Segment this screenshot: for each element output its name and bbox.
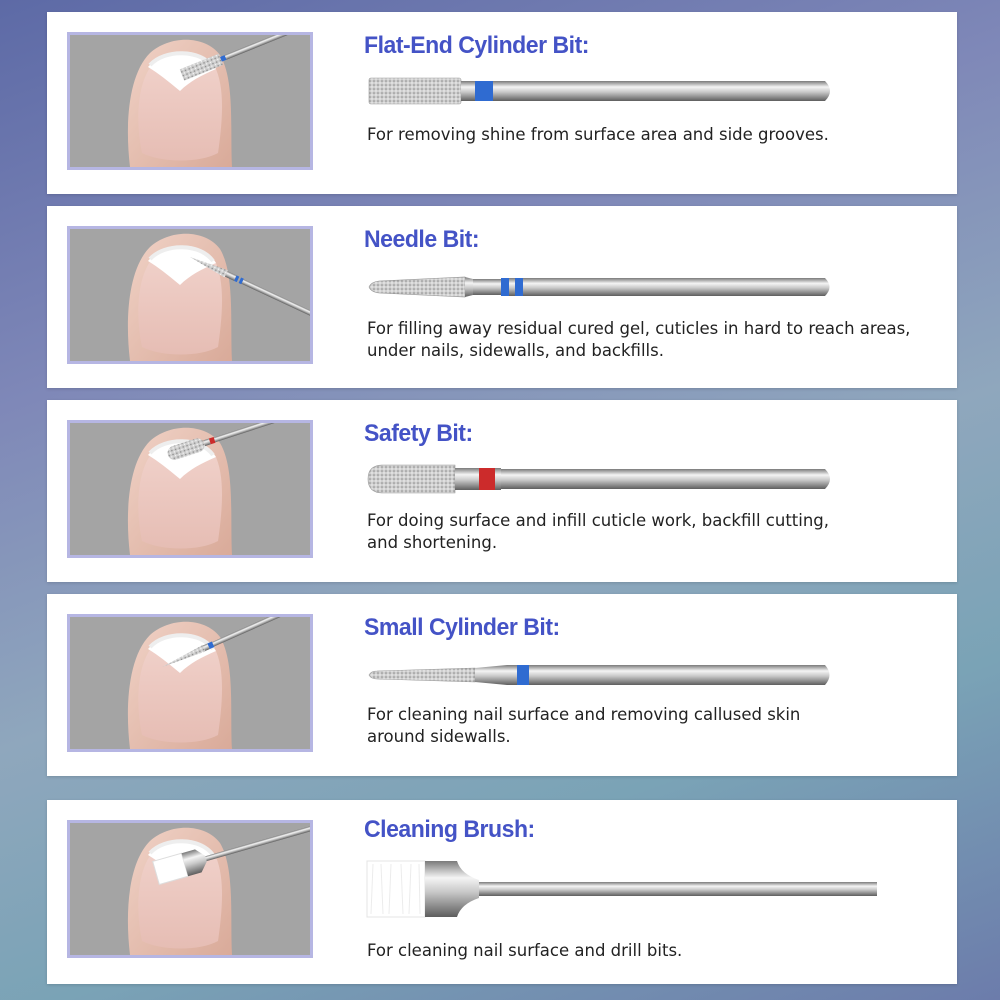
bit-description-line: under nails, sidewalls, and backfills. bbox=[367, 341, 664, 360]
bit-card-safety bbox=[47, 400, 957, 582]
bit-description bbox=[367, 704, 947, 748]
bit-card-flat-end-cylinder bbox=[47, 12, 957, 194]
bit-description bbox=[367, 510, 947, 554]
bit-card-needle bbox=[47, 206, 957, 388]
nail-photo bbox=[67, 614, 313, 752]
safety-bit-image bbox=[365, 462, 845, 496]
bit-title: Flat-End Cylinder Bit: bbox=[364, 32, 589, 59]
bit-description-line: For cleaning nail surface and removing callused skin bbox=[367, 705, 801, 724]
bit-description-line: For doing surface and infill cuticle work, backfill cutting, bbox=[367, 511, 830, 530]
bit-description: For cleaning nail surface and drill bits. bbox=[367, 941, 683, 960]
bit-card-cleaning-brush bbox=[47, 800, 957, 984]
bit-title: Needle Bit: bbox=[364, 226, 480, 253]
small-cylinder-bit-image bbox=[365, 660, 845, 690]
bit-description-line: For filling away residual cured gel, cuticles in hard to reach areas, bbox=[367, 319, 911, 338]
cleaning-brush-image bbox=[365, 858, 895, 920]
bit-description bbox=[367, 318, 947, 362]
bit-title: Cleaning Brush: bbox=[364, 816, 535, 843]
bit-title: Safety Bit: bbox=[364, 420, 473, 447]
nail-photo bbox=[67, 820, 313, 958]
nail-photo bbox=[67, 420, 313, 558]
bit-description-line: and shortening. bbox=[367, 533, 498, 552]
bit-description: For removing shine from surface area and side grooves. bbox=[367, 125, 829, 144]
nail-photo bbox=[67, 32, 313, 170]
bit-card-small-cylinder bbox=[47, 594, 957, 776]
bit-description-line: around sidewalls. bbox=[367, 727, 511, 746]
flat-end-cylinder-bit-image bbox=[365, 76, 845, 106]
bit-title: Small Cylinder Bit: bbox=[364, 614, 560, 641]
needle-bit-image bbox=[365, 272, 845, 302]
nail-photo bbox=[67, 226, 313, 364]
